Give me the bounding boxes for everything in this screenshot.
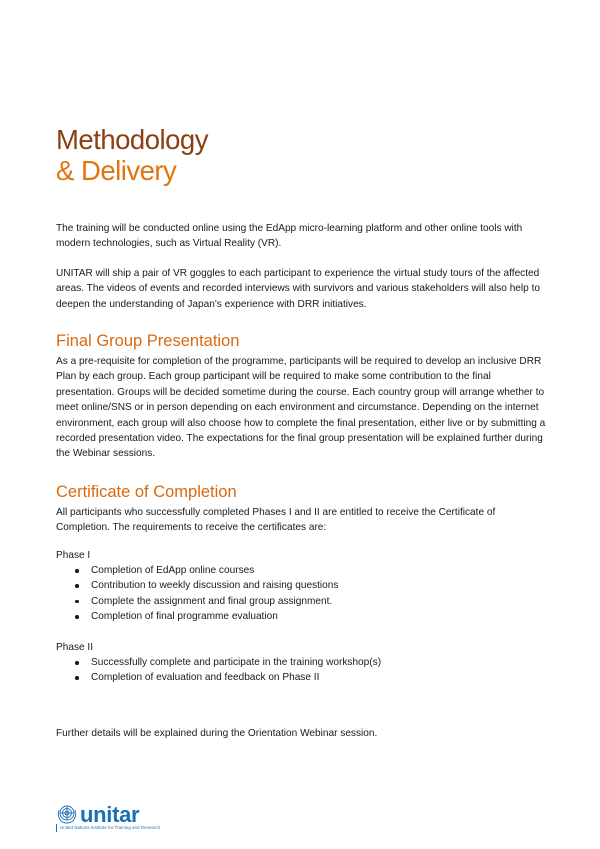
bullet-icon — [75, 584, 79, 588]
list-item: Complete the assignment and final group assignment. — [56, 594, 338, 609]
bullet-icon — [75, 569, 79, 573]
un-emblem-icon — [58, 806, 75, 823]
certificate-heading: Certificate of Completion — [56, 483, 237, 501]
logo-tagline: United Nations Institute for Training and Research — [60, 825, 161, 830]
final-presentation-heading: Final Group Presentation — [56, 332, 240, 350]
phase1-list — [56, 563, 338, 625]
certificate-body: All participants who successfully completed Phases I and II are entitled to receive the Certificate of Completion. The requirements to receive the certificates are: — [56, 507, 496, 534]
list-item: Completion of EdApp online courses — [56, 563, 338, 578]
final-presentation-body: As a pre-requisite for completion of the programme, participants will be required to develop an inclusive DRR Plan by each group. Each group participant will be required to make some contribution to the final presentation. Groups will be decided sometime during the course. Each country group will arrange whether to meet online/SNS or in person depending on each environment and circumstance. Depending on the internet environment, each group will also choose how to complete the final presentation, either live or by submitting a recorded presentation video. The expectations for the final group presentation will be explained further during the Webinar sessions. — [56, 356, 546, 460]
phase2-list — [56, 655, 381, 686]
page-title-line1: Methodology — [56, 124, 208, 155]
list-item: Completion of final programme evaluation — [56, 609, 338, 624]
intro-paragraph-1: The training will be conducted online using the EdApp micro-learning platform and other online tools with modern technologies, such as Virtual Reality (VR). — [56, 223, 523, 250]
page-title-line2: & Delivery — [56, 155, 177, 186]
bullet-icon — [75, 600, 79, 604]
bullet-icon — [75, 661, 79, 665]
bullet-icon — [75, 676, 79, 680]
footer-note: Further details will be explained during the Orientation Webinar session. — [56, 728, 378, 739]
list-item: Contribution to weekly discussion and raising questions — [56, 578, 338, 593]
list-item: Completion of evaluation and feedback on Phase II — [56, 670, 381, 685]
phase1-label: Phase I — [56, 550, 91, 561]
list-item: Successfully complete and participate in the training workshop(s) — [56, 655, 381, 670]
intro-paragraph-2: UNITAR will ship a pair of VR goggles to each participant to experience the virtual study tours of the affected areas. The videos of events and recorded interviews with survivors and various stakeholders will also help to deepen the understanding of Japan's experience with DRR initiatives. — [56, 268, 540, 310]
phase2-label: Phase II — [56, 642, 94, 653]
bullet-icon — [75, 615, 79, 619]
svg-text:unitar: unitar — [80, 802, 140, 827]
